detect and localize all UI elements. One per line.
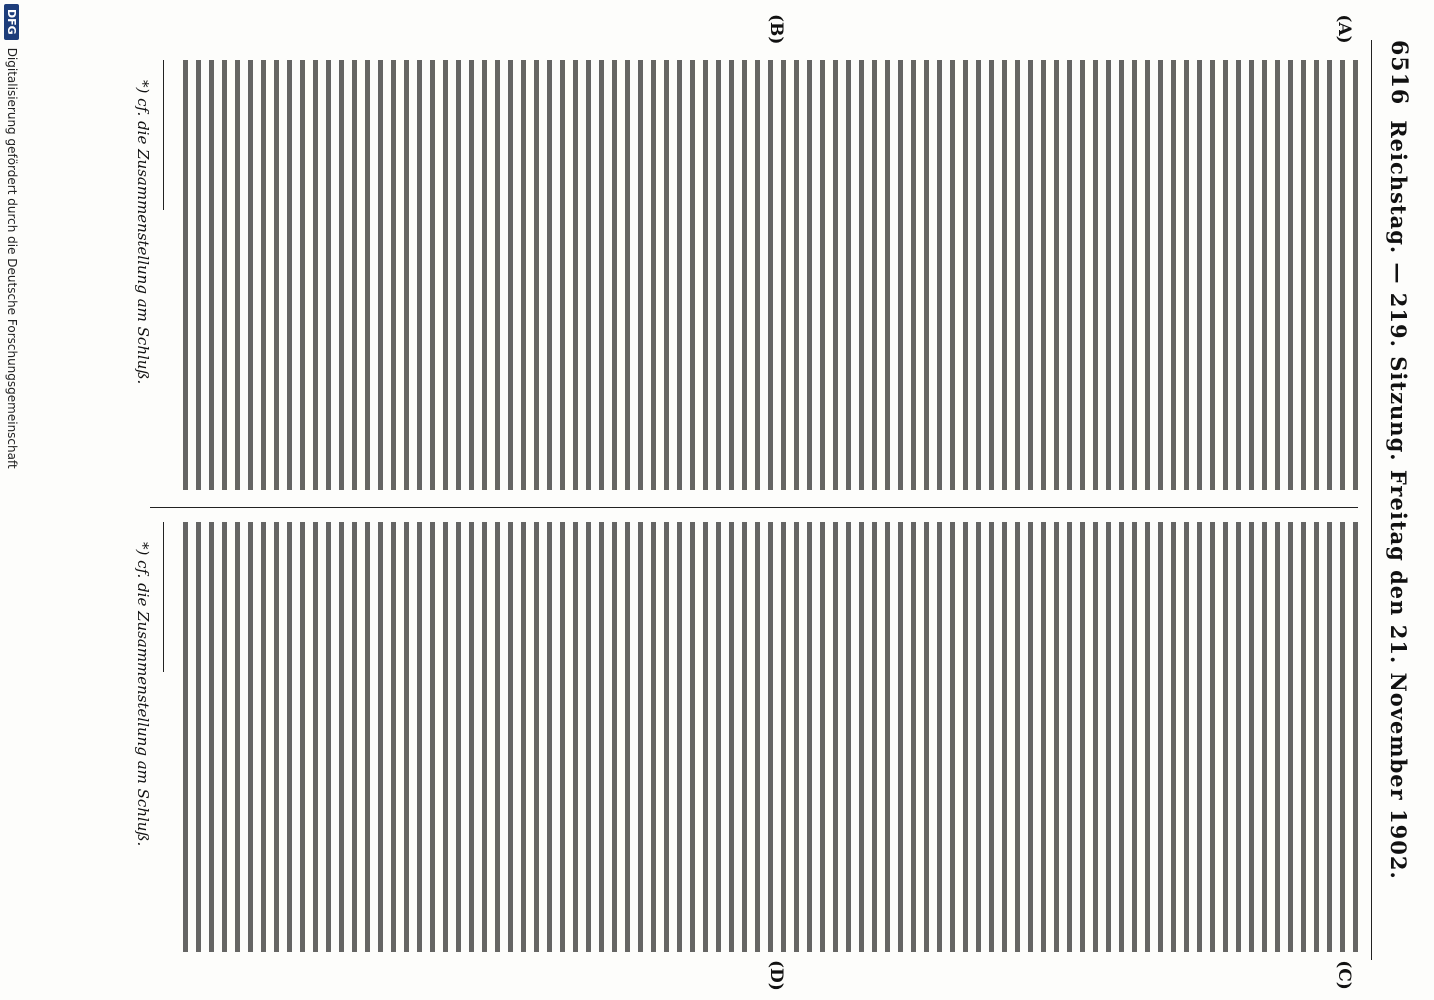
footnote-rule-left bbox=[163, 60, 164, 210]
running-title: Reichstag. — 219. Sitzung. Freitag den 21. November 1902. bbox=[1386, 120, 1412, 880]
margin-marker-a: (A) bbox=[1334, 14, 1354, 44]
page-number: 6516 bbox=[1386, 40, 1412, 106]
digitization-credit bbox=[2, 0, 22, 1000]
column-text-right bbox=[176, 522, 1358, 952]
footnote-rule-right bbox=[163, 522, 164, 672]
text-column-left bbox=[176, 60, 1358, 490]
credit-text: Digitalisierung gefördert durch die Deutsche Forschungsgemeinschaft bbox=[5, 47, 19, 469]
footnote-right: *) cf. die Zusammenstellung am Schluß. bbox=[134, 542, 152, 847]
text-column-right bbox=[176, 522, 1358, 952]
margin-marker-c: (C) bbox=[1334, 960, 1354, 990]
margin-marker-d: (D) bbox=[766, 960, 786, 991]
column-text-left bbox=[176, 60, 1358, 490]
margin-marker-b: (B) bbox=[766, 14, 786, 45]
footnote-left: *) cf. die Zusammenstellung am Schluß. bbox=[134, 80, 152, 385]
page-header bbox=[1371, 40, 1426, 960]
column-divider bbox=[150, 507, 1358, 508]
dfg-logo: DFG bbox=[5, 4, 20, 40]
